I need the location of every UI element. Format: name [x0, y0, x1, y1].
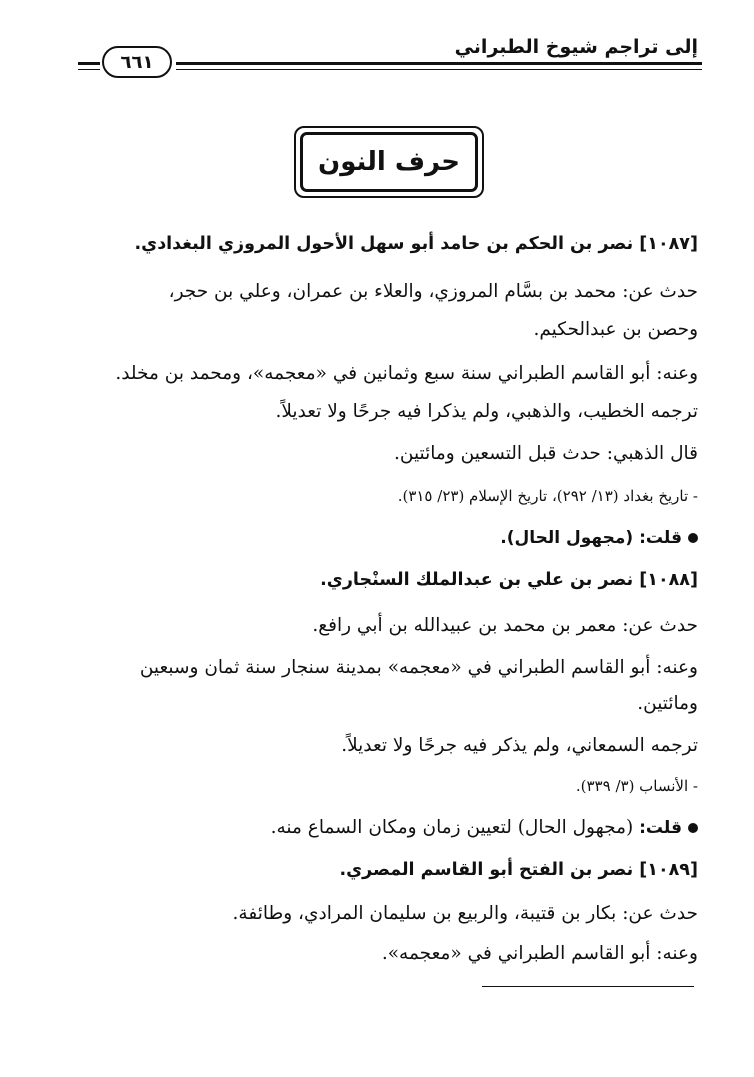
verdict-text: (مجهول الحال). [500, 528, 634, 548]
verdict-line [271, 816, 698, 840]
footnote-line: - الأنساب (٣/ ٣٣٩). [575, 777, 698, 795]
body-line: ترجمه السمعاني، ولم يذكر فيه جرحًا ولا تعديلاً. [341, 735, 698, 756]
body-line: حدث عن: محمد بن بسَّام المروزي، والعلاء بن عمران، وعلي بن حجر، [168, 281, 698, 302]
page-number: ٦٦١ [120, 51, 154, 73]
header-rule-left [78, 62, 100, 70]
section-heading-box [294, 126, 484, 198]
header-rule [176, 62, 702, 70]
body-line: وعنه: أبو القاسم الطبراني سنة سبع وثمانين في «معجمه»، ومحمد بن مخلد. [115, 363, 698, 384]
bullet-icon [688, 533, 698, 543]
footnote-line: - تاريخ بغداد (١٣/ ٢٩٢)، تاريخ الإسلام (٢٣/ ٣١٥). [397, 487, 698, 505]
body-line: حدث عن: معمر بن محمد بن عبيدالله بن أبي رافع. [312, 615, 698, 636]
running-title: إلى تراجم شيوخ الطبراني [454, 36, 698, 58]
section-heading: حرف النون [318, 147, 460, 177]
body-line: حدث عن: بكار بن قتيبة، والربيع بن سليمان المرادي، وطائفة. [232, 903, 698, 924]
entry-title: [١٠٨٧] نصر بن الحكم بن حامد أبو سهل الأحول المروزي البغدادي. [134, 234, 698, 254]
body-line: وعنه: أبو القاسم الطبراني في «معجمه». [381, 943, 698, 964]
footnote-separator-rule [482, 986, 694, 987]
body-line: قال الذهبي: حدث قبل التسعين ومائتين. [393, 443, 698, 464]
page-number-frame [102, 46, 172, 78]
body-line: وحصن بن عبدالحكيم. [533, 319, 698, 340]
verdict-line [500, 526, 698, 550]
body-line: ومائتين. [637, 693, 698, 714]
entry-title: [١٠٨٩] نصر بن الفتح أبو القاسم المصري. [339, 860, 698, 880]
verdict-label: قلت: [639, 528, 682, 548]
section-heading-inner-frame [300, 132, 478, 192]
verdict-label: قلت: [639, 818, 682, 838]
entry-title: [١٠٨٨] نصر بن علي بن عبدالملك السنْجاري. [320, 570, 698, 590]
verdict-text: (مجهول الحال) لتعيين زمان ومكان السماع منه. [270, 817, 634, 838]
body-line: ترجمه الخطيب، والذهبي، ولم يذكرا فيه جرحًا ولا تعديلاً. [275, 401, 698, 422]
bullet-icon [688, 823, 698, 833]
body-line: وعنه: أبو القاسم الطبراني في «معجمه» بمدينة سنجار سنة ثمان وسبعين [139, 657, 698, 678]
